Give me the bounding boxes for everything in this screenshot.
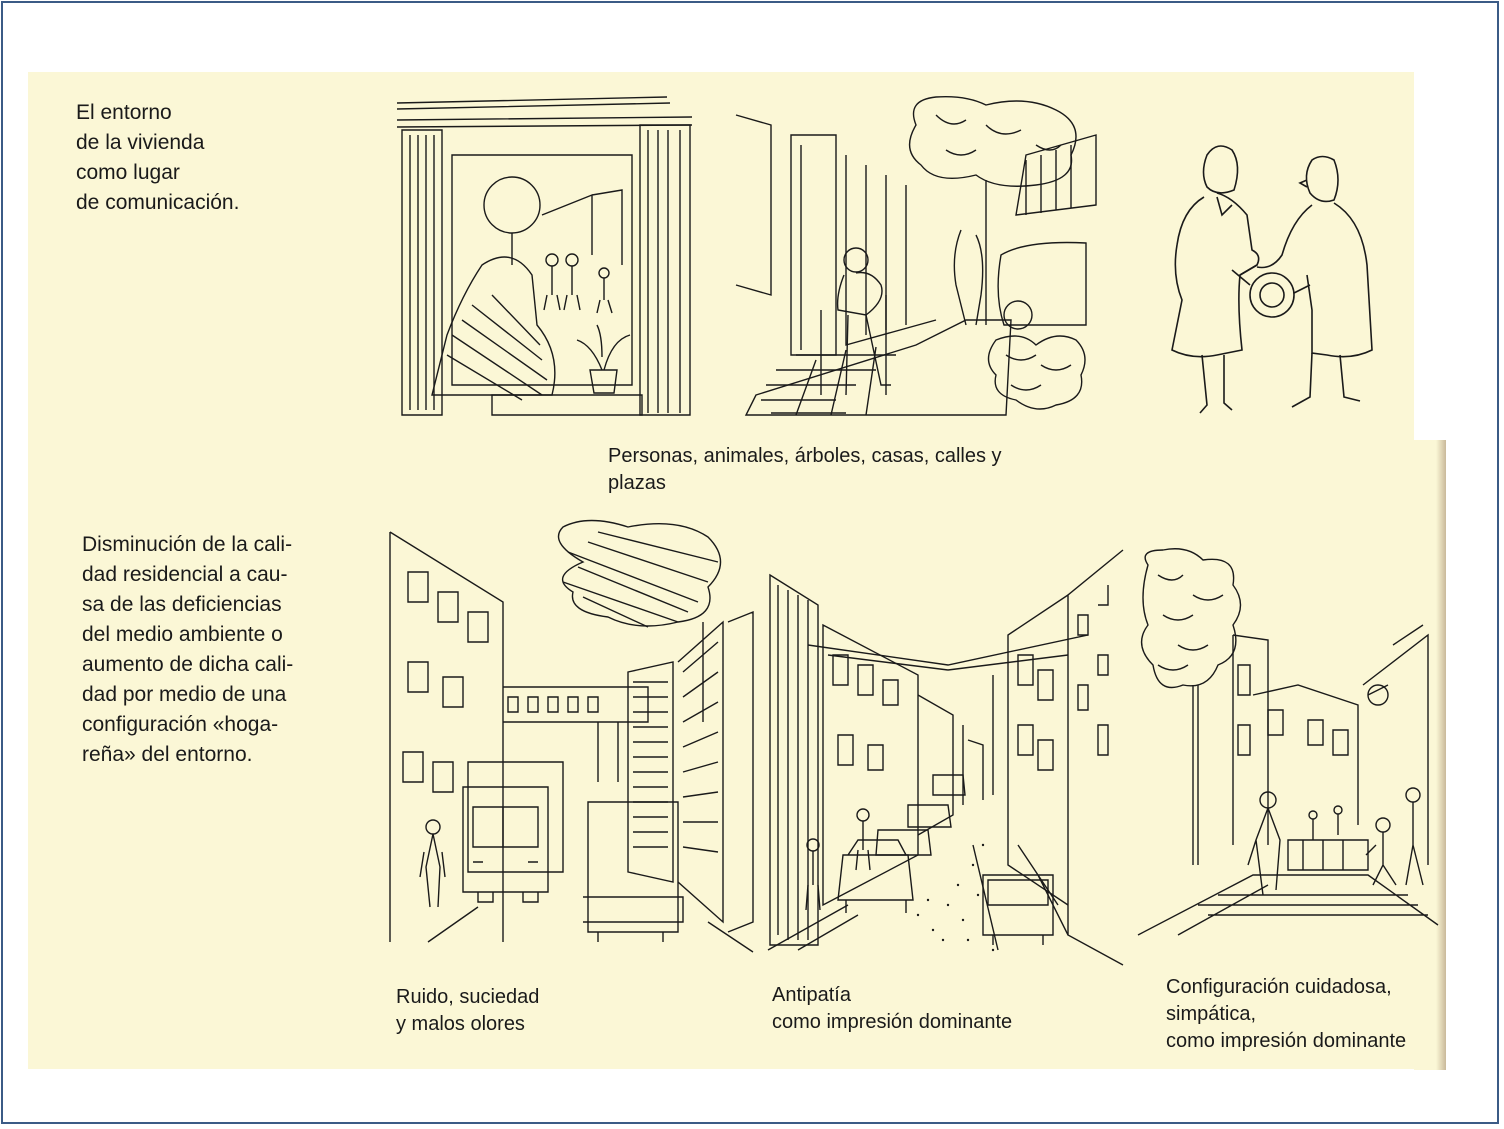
street-sitting-illustration [736, 95, 1098, 425]
window-view-illustration [392, 95, 697, 425]
caption-people-animals: Personas, animales, árboles, casas, calles y plazas [608, 445, 1002, 494]
text-quality-decrease: Disminución de la cali- dad residencial a cau- sa de las deficiencias del medio ambiente o aumento de dicha cali- dad por medio de una configuración «hoga- reña» del entorno. [82, 533, 294, 766]
antipathy-street-illustration [768, 545, 1126, 960]
noise-street-illustration [388, 522, 756, 962]
caption-careful-configuration: Configuración cuidadosa, simpática, como impresión dominante [1166, 976, 1407, 1052]
careful-street-illustration [1138, 545, 1438, 940]
text-housing-environment: El entorno de la vivienda como lugar de comunicación. [76, 101, 240, 214]
caption-antipathy: Antipatía como impresión dominante [772, 984, 1013, 1033]
people-greeting-illustration [1162, 135, 1384, 425]
caption-noise: Ruido, suciedad y malos olores [396, 986, 540, 1035]
